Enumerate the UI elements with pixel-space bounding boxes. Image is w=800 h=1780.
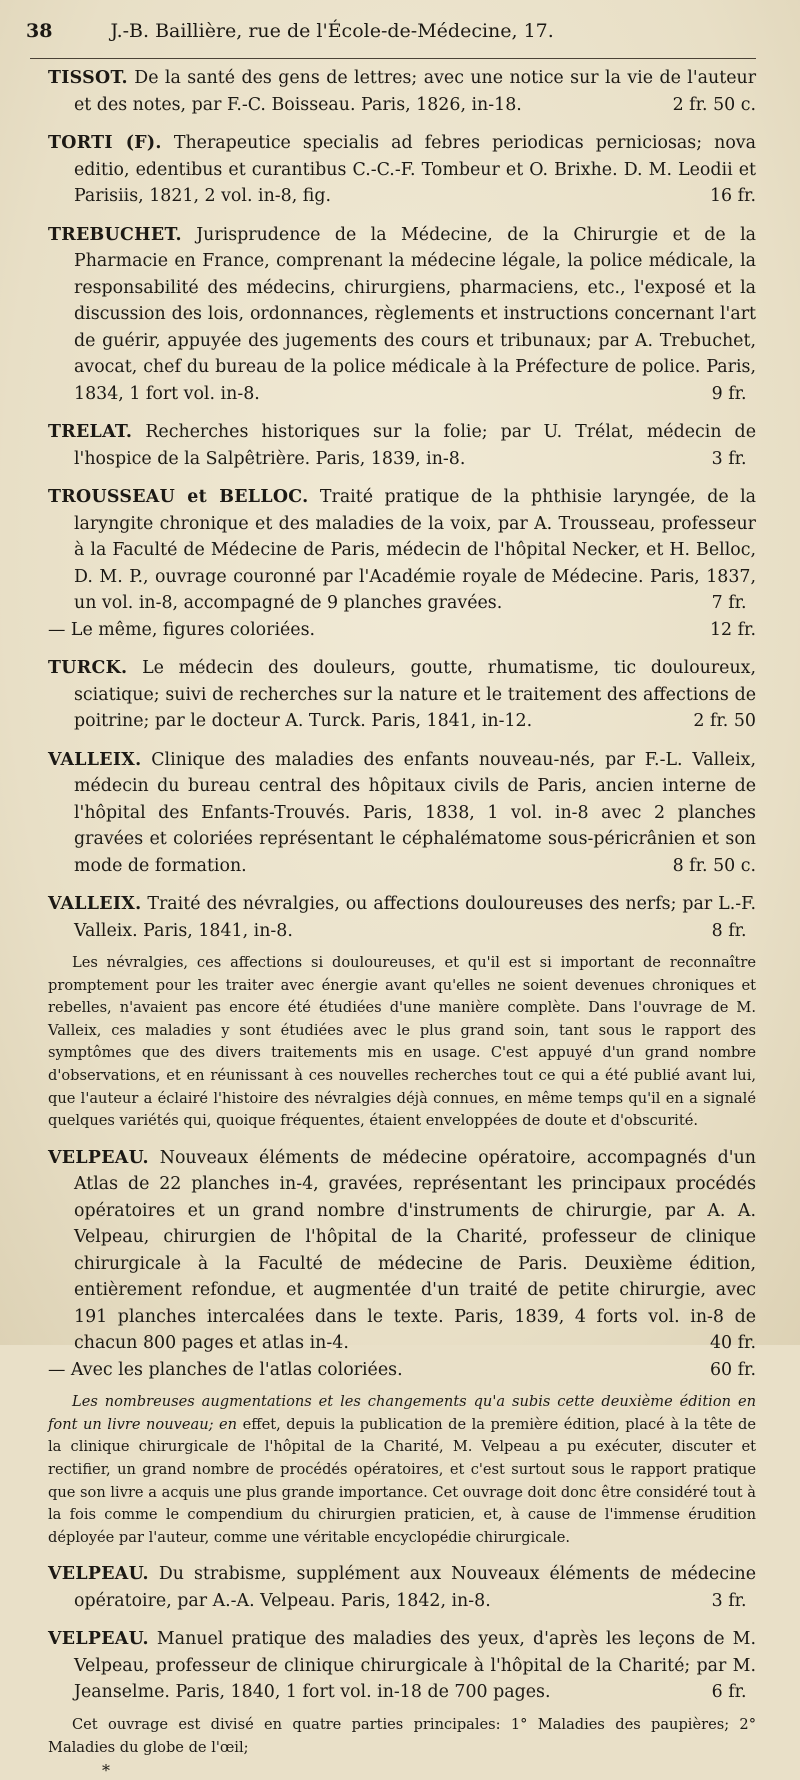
- entry-text: Traité pratique de la phthisie laryngée, de la laryngite chronique et des maladies de la voix, par A. Trousseau, professeur à la Faculté de Médecine de Paris, médecin de l'hôpital Necker, et H. Belloc, D. M. P., ouvrage couronné par l'Académie royale de Médecine. Paris, 1837, un vol. in-8, accompagné de 9 planches gravées.: [74, 487, 756, 613]
- entry-price: 2 fr. 50: [693, 711, 756, 731]
- catalogue-entry: [48, 65, 756, 118]
- entry-author: VALLEIX.: [48, 749, 142, 770]
- variant-text: — Avec les planches de l'atlas coloriées.: [48, 1359, 403, 1380]
- entry-variant: [48, 1357, 756, 1384]
- entry-price: 7 fr.: [711, 593, 747, 613]
- entry-price: 9 fr.: [711, 383, 747, 404]
- header-rule: [30, 58, 756, 59]
- entry-note: Les névralgies, ces affections si douloureuses, et qu'il est si important de reconnaître promptement pour les traiter avec énergie avant qu'elles ne soient devenues chroniques et rebelles, n'avaient pas encore été étudiées d'une manière complète. Dans l'ouvrage de M. Valleix, ces maladies y sont étudiées avec le plus grand soin, tant sous le rapport des symptômes que des divers traitements mis en usage. C'est appuyé d'un grand nombre d'observations, et en réunissant à ces nouvelles recherches tout ce qui a été publié avant lui, que l'auteur a éclairé l'histoire des névralgies déjà connues, en même temps qu'il en a signalé quelques variétés qui, quoique fréquentes, étaient enveloppées de doute et d'obscurité.: [48, 954, 756, 1130]
- entry-text: Manuel pratique des maladies des yeux, d'après les leçons de M. Velpeau, professeur de clinique chirurgicale à l'hôpital de la Charité; par M. Jeanselme. Paris, 1840, 1 fort vol. in-18 de 700 pages.: [74, 1629, 756, 1703]
- entry-variant: [48, 617, 756, 644]
- catalogue-entry: [48, 484, 756, 643]
- entry-text: Recherches historiques sur la folie; par U. Trélat, médecin de l'hospice de la Salpêtrière. Paris, 1839, in-8.: [74, 422, 756, 469]
- entry-price: 2 fr. 50 c.: [672, 94, 756, 115]
- note-italic-lead: Les nombreuses augmentations et les changements qu'a subis cette deuxième édition en font un livre nouveau; en: [48, 1393, 756, 1433]
- entry-author: VALLEIX.: [48, 894, 142, 914]
- entry-author: VELPEAU.: [48, 1564, 149, 1585]
- entry-text: De la santé des gens de lettres; avec une notice sur la vie de l'auteur et des notes, par F.-C. Boisseau. Paris, 1826, in-18.: [74, 68, 757, 115]
- catalogue-entry: [48, 1561, 756, 1614]
- catalogue-entry: [48, 1626, 756, 1706]
- entry-price: 3 fr.: [711, 1590, 747, 1611]
- entry-author: TROUSSEAU et BELLOC.: [48, 487, 309, 507]
- entry-author: TURCK.: [48, 658, 128, 678]
- catalogue-entry: [48, 655, 756, 735]
- entry-text: Jurisprudence de la Médecine, de la Chirurgie et de la Pharmacie en France, comprenant la médecine légale, la police médicale, la responsabilité des médecins, chirurgiens, pharmaciens, etc., l'exposé et la discussion des lois, ordonnances, règlements et instructions concernant l'art de guérir, appuyée des jugements des cours et tribunaux; par A. Trebuchet, avocat, chef du bureau de la police médicale à la Préfecture de police. Paris, 1834, 1 fort vol. in-8.: [74, 224, 757, 404]
- catalogue-entry: [48, 222, 756, 408]
- entry-price: 16 fr.: [709, 186, 756, 206]
- variant-price: 12 fr.: [709, 619, 756, 640]
- catalogue-entry: [48, 130, 756, 210]
- running-head: [26, 20, 756, 46]
- note-body: effet, depuis la publication de la première édition, placé à la tête de la clinique chirurgicale de l'hôpital de la Charité, M. Velpeau a pu exécuter, discuter et rectifier, un grand nombre de procédés opératoires, et c'est surtout sous le rapport pratique que son livre a acquis une plus grande importance. Cet ouvrage doit donc être considéré tout à la fois comme le compendium du chirurgien praticien, et, à cause de l'immense érudition déployée par l'auteur, comme une véritable encyclopédie chirurgicale.: [48, 1415, 756, 1546]
- entry-text: Traité des névralgies, ou affections douloureuses des nerfs; par L.-F. Valleix. Paris, 1841, in-8.: [74, 894, 756, 941]
- entry-text: Therapeutice specialis ad febres periodicas perniciosas; nova editio, edentibus et curantibus C.-C.-F. Tombeur et O. Brixhe. D. M. Leodii et Parisiis, 1821, 2 vol. in-8, fig.: [74, 133, 757, 206]
- entry-text: Clinique des maladies des enfants nouveau-nés, par F.-L. Valleix, médecin du bureau central des hôpitaux civils de Paris, ancien interne de l'hôpital des Enfants-Trouvés. Paris, 1838, 1 vol. in-8 avec 2 planches gravées et coloriées représentant le céphalématome sous-péricrânien et son mode de formation.: [74, 749, 756, 876]
- catalogue-entry: [48, 419, 756, 472]
- entry-price: 40 fr.: [709, 1333, 756, 1354]
- entry-price: 6 fr.: [711, 1682, 747, 1703]
- catalogue-entry: [48, 891, 756, 944]
- publisher-line: J.-B. Baillière, rue de l'École-de-Médecine, 17.: [110, 20, 554, 42]
- catalogue-entry: [48, 747, 756, 880]
- entry-author: TORTI (F).: [48, 133, 162, 153]
- entry-author: TISSOT.: [48, 68, 128, 88]
- entry-note: [48, 1391, 756, 1549]
- entry-price: 8 fr. 50 c.: [672, 855, 756, 876]
- variant-price: 60 fr.: [709, 1359, 756, 1380]
- entry-note: Cet ouvrage est divisé en quatre parties principales: 1° Maladies des paupières; 2° Maladies du globe de l'œil;: [48, 1715, 756, 1756]
- signature-mark: *: [102, 1761, 110, 1780]
- entry-price: 8 fr.: [711, 920, 747, 941]
- entry-author: VELPEAU.: [48, 1629, 149, 1650]
- variant-text: — Le même, figures coloriées.: [48, 619, 316, 640]
- entry-author: VELPEAU.: [48, 1147, 149, 1168]
- page-number: 38: [26, 20, 53, 42]
- entry-text: Le médecin des douleurs, goutte, rhumatisme, tic douloureux, sciatique; suivi de recherches sur la nature et le traitement des affections de poitrine; par le docteur A. Turck. Paris, 1841, in-12.: [74, 658, 757, 731]
- entry-author: TRELAT.: [48, 422, 133, 442]
- catalogue-entry: [48, 1145, 756, 1384]
- entry-author: TREBUCHET.: [48, 224, 182, 245]
- entry-text: Du strabisme, supplément aux Nouveaux éléments de médecine opératoire, par A.-A. Velpeau. Paris, 1842, in-8.: [74, 1564, 756, 1611]
- entry-price: 3 fr.: [711, 448, 747, 469]
- entry-text: Nouveaux éléments de médecine opératoire, accompagnés d'un Atlas de 22 planches in-4, gravées, représentant les principaux procédés opératoires et un grand nombre d'instruments de chirurgie, par A. A. Velpeau, chirurgien de l'hôpital de la Charité, professeur de clinique chirurgicale à la Faculté de médecine de Paris. Deuxième édition, entièrement refondue, et augmentée d'un traité de petite chirurgie, avec 191 planches intercalées dans le texte. Paris, 1839, 4 forts vol. in-8 de chacun 800 pages et atlas in-4.: [74, 1147, 756, 1354]
